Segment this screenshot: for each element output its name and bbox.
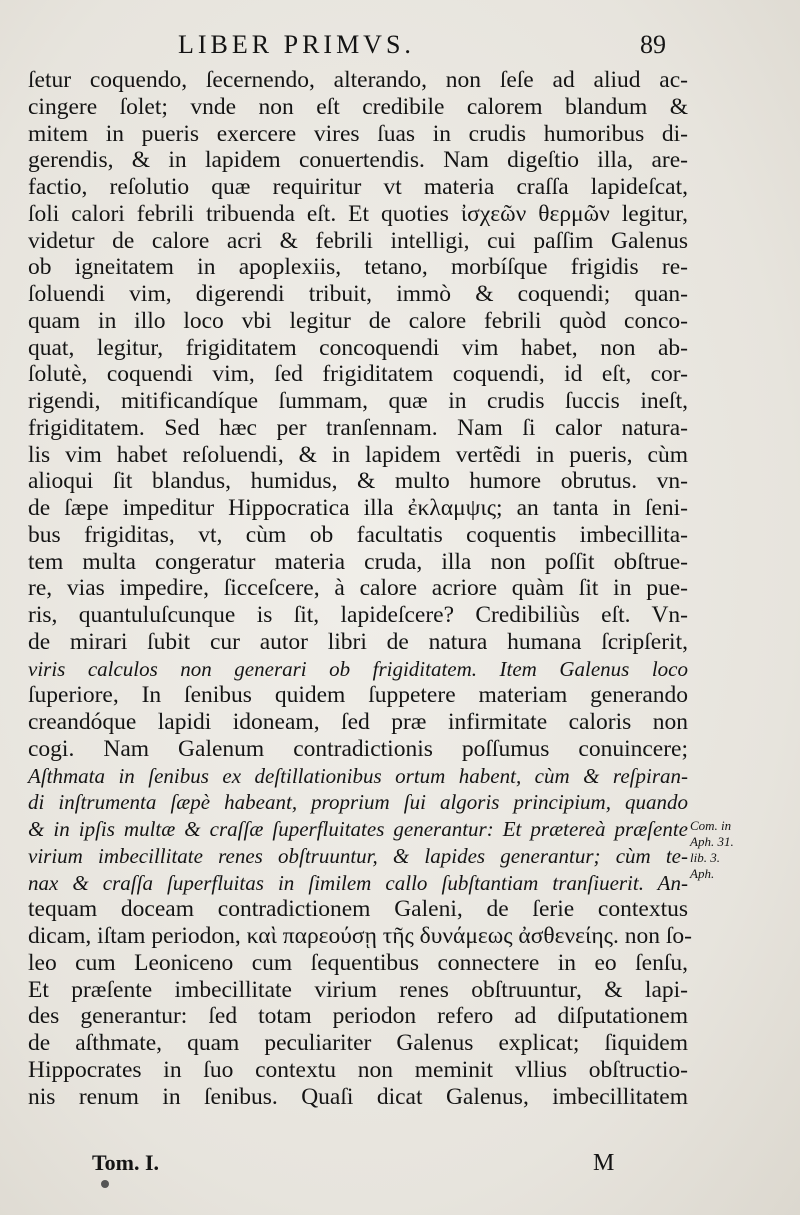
volume-label: Tom. I.: [92, 1150, 160, 1175]
text-line: quat, legitur, frigiditatem concoquendi vim habet, non ab-: [28, 334, 688, 361]
text-line: des generantur: ſed totam periodon refero ad diſputationem: [28, 1003, 688, 1030]
text-line: re, vias impedire, ſicceſcere, à calore acriore quàm ſit in pue-: [28, 575, 688, 602]
quotation-line: virium imbecillitate renes obſtruuntur, & lapides generantur; cùm te-: [28, 843, 688, 868]
margin-note-block: [690, 818, 790, 882]
ink-blot: [101, 1180, 109, 1188]
quotation-line: di inſtrumenta ſæpè habeant, proprium ſui algoris principium, quando: [28, 790, 688, 815]
body-text: [28, 67, 692, 1110]
text-line: dicam, iſtam periodon, καὶ παρεούσῃ τῆς δυνάμεως ἀσθενείης. non ſo-: [28, 923, 692, 949]
margin-note: Com. in: [690, 818, 732, 833]
text-line: mitem in pueris exercere vires ſuas in crudis humoribus di-: [28, 120, 688, 147]
text-line: alioqui ſit blandus, humidus, & multo humore obrutus. vn-: [28, 468, 688, 495]
text-line: lis vim habet reſoluendi, & in lapidem vertẽdi in pueris, cùm: [28, 441, 688, 468]
text-line: rigendi, mitificandíque ſummam, quæ in crudis ſuccis ineſt,: [28, 388, 688, 414]
quotation-line: & in ipſis multæ & craſſæ ſuperfluitates generantur: Et prætereà præſente: [28, 817, 688, 841]
text-line: de mirari ſubit cur autor libri de natura humana ſcripſerit,: [28, 628, 688, 655]
page-footer: [0, 1150, 800, 1190]
page-number: 89: [640, 30, 666, 59]
text-line: frigiditatem. Sed hæc per tranſennam. Nam ſi calor natura-: [28, 414, 688, 441]
text-line: ſoluendi vim, digerendi tribuit, immò & coquendi; quan-: [28, 281, 688, 307]
text-line: ſuperiore, In ſenibus quidem ſuppetere materiam generando: [28, 682, 688, 709]
quotation-line: nax & craſſa ſuperfluitas in ſimilem callo ſubſtantiam tranſiuerit. An-: [28, 870, 688, 895]
text-line: factio, reſolutio quæ requiritur vt materia craſſa lapideſcat,: [28, 174, 688, 200]
text-line: ſetur coquendo, ſecernendo, alterando, non ſeſe ad aliud ac-: [28, 67, 688, 93]
text-line: de ſæpe impeditur Hippocratica illa ἐκλαμψις; an tanta in ſeni-: [28, 495, 688, 521]
margin-note: lib. 3.: [690, 850, 720, 865]
text-line: gerendis, & in lapidem conuertendis. Nam digeſtio illa, are-: [28, 147, 688, 174]
text-line: cingere ſolet; vnde non eſt credibile calorem blandum &: [28, 93, 688, 120]
text-line: Hippocrates in ſuo contextu non meminit vllius obſtructio-: [28, 1056, 688, 1083]
text-line: ob igneitatem in apoplexiis, tetano, morbíſque frigidis re-: [28, 254, 688, 281]
text-line: de aſthmate, quam peculiariter Galenus explicat; ſiquidem: [28, 1030, 688, 1056]
text-line: cogi. Nam Galenum contradictionis poſſumus conuincere;: [28, 735, 688, 762]
text-line: Et præſente imbecillitate virium renes obſtruuntur, & lapi-: [28, 976, 688, 1003]
text-line: creandóque lapidi idoneam, ſed præ infirmitate caloris non: [28, 709, 688, 735]
text-line: ſoli calori febrili tribuenda eſt. Et quoties ἰσχεῶν θερμῶν legitur,: [28, 200, 688, 227]
text-line: ſolutè, coquendi vim, ſed frigiditatem coquendi, id eſt, cor-: [28, 361, 688, 388]
text-line: tem multa congeratur materia cruda, illa non poſſit obſtrue-: [28, 548, 688, 575]
running-head: [0, 30, 800, 64]
quotation-line: Aſthmata in ſenibus ex deſtillationibus ortum habent, cùm & reſpiran-: [28, 763, 688, 788]
margin-note: Aph. 31.: [690, 834, 734, 849]
text-line: nis renum in ſenibus. Quaſi dicat Galenus, imbecillitatem: [28, 1083, 688, 1110]
text-line: quam in illo loco vbi legitur de calore febrili quòd conco-: [28, 307, 688, 334]
text-line: bus frigiditas, vt, cùm ob facultatis coquentis imbecillita-: [28, 521, 688, 548]
text-line: videtur de calore acri & febrili intelligi, cui paſſim Galenus: [28, 227, 688, 254]
text-line: ris, quantuluſcunque is ſit, lapideſcere? Credibiliùs eſt. Vn-: [28, 602, 688, 628]
running-title: LIBER PRIMVS.: [178, 30, 415, 59]
signature-mark: M: [593, 1150, 615, 1176]
text-line: tequam doceam contradictionem Galeni, de ſerie contextus: [28, 896, 688, 923]
text-line-italic: viris calculos non generari ob frigiditatem. Item Galenus loco: [28, 656, 688, 681]
margin-note: Aph.: [690, 866, 715, 881]
text-line: leo cum Leoniceno cum ſequentibus connectere in eo ſenſu,: [28, 949, 688, 976]
